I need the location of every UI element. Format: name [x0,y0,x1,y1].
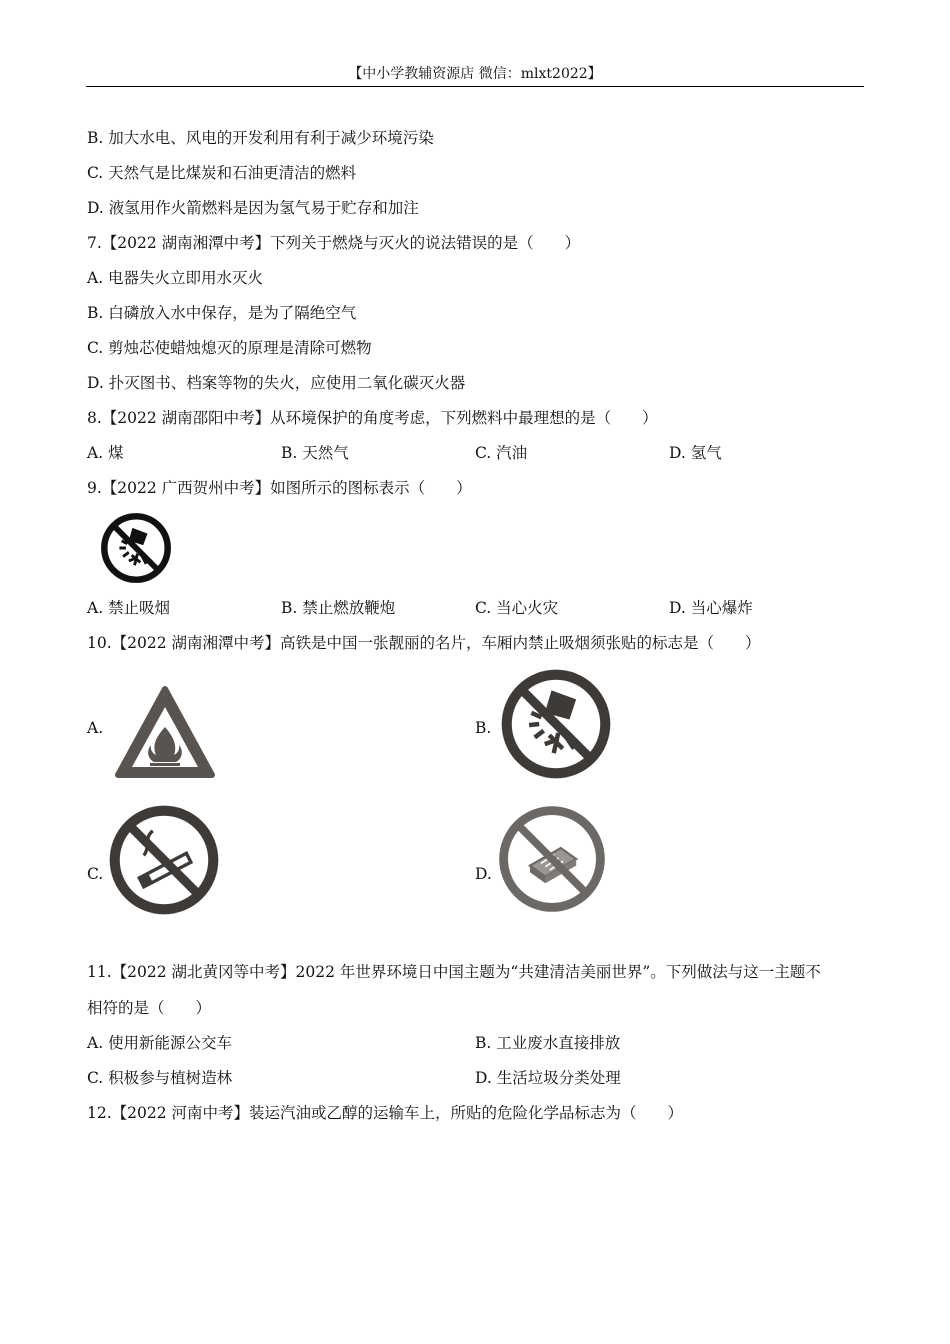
q11-stem-line2: 相符的是（ ） [87,999,212,1017]
q7-option-b: B. 白磷放入水中保存，是为了隔绝空气 [87,304,357,322]
no-fireworks-icon [500,668,612,780]
q7-option-c: C. 剪烛芯使蜡烛熄灭的原理是清除可燃物 [87,339,372,357]
q9-option-c: C. 当心火灾 [475,599,559,617]
q11-option-c: C. 积极参与植树造林 [87,1069,233,1087]
q11-option-a: A. 使用新能源公交车 [87,1034,233,1052]
flammable-warning-icon [112,683,218,783]
q9-option-b: B. 禁止燃放鞭炮 [281,599,396,617]
q9-stem: 9.【2022 广西贺州中考】如图所示的图标表示（ ） [87,479,472,497]
q10-option-d-label: D. [475,865,492,883]
q6-option-c: C. 天然气是比煤炭和石油更清洁的燃料 [87,164,357,182]
q6-option-b: B. 加大水电、风电的开发利用有利于减少环境污染 [87,129,434,147]
q8-stem: 8.【2022 湖南邵阳中考】从环境保护的角度考虑，下列燃料中最理想的是（ ） [87,409,658,427]
q7-stem: 7.【2022 湖南湘潭中考】下列关于燃烧与灭火的说法错误的是（ ） [87,234,581,252]
q10-stem: 10.【2022 湖南湘潭中考】高铁是中国一张靓丽的名片，车厢内禁止吸烟须张贴的标志是（ ） [87,634,761,652]
q8-option-b: B. 天然气 [281,444,349,462]
q12-stem: 12.【2022 河南中考】装运汽油或乙醇的运输车上，所贴的危险化学品标志为（ ） [87,1104,684,1122]
no-matches-icon [497,802,607,916]
q7-option-a: A. 电器失火立即用水灭火 [87,269,264,287]
q10-option-b-label: B. [475,719,492,737]
q10-option-c-label: C. [87,865,104,883]
q9-option-d: D. 当心爆炸 [669,599,753,617]
q11-stem-line1: 11.【2022 湖北黄冈等中考】2022 年世界环境日中国主题为“共建清洁美丽世界”。下列做法与这一主题不 [87,963,821,981]
q6-option-d: D. 液氢用作火箭燃料是因为氢气易于贮存和加注 [87,199,419,217]
no-smoking-icon [108,804,220,916]
q8-option-a: A. 煤 [87,444,124,462]
q8-option-d: D. 氢气 [669,444,722,462]
q10-option-a-label: A. [87,719,104,737]
q8-option-c: C. 汽油 [475,444,528,462]
q7-option-d: D. 扑灭图书、档案等物的失火，应使用二氧化碳灭火器 [87,374,466,392]
q11-option-b: B. 工业废水直接排放 [475,1034,621,1052]
page-header: 【中小学教辅资源店 微信：mlxt2022】 [86,64,864,87]
no-fireworks-icon [100,512,172,584]
q11-option-d: D. 生活垃圾分类处理 [475,1069,621,1087]
q9-option-a: A. 禁止吸烟 [87,599,171,617]
